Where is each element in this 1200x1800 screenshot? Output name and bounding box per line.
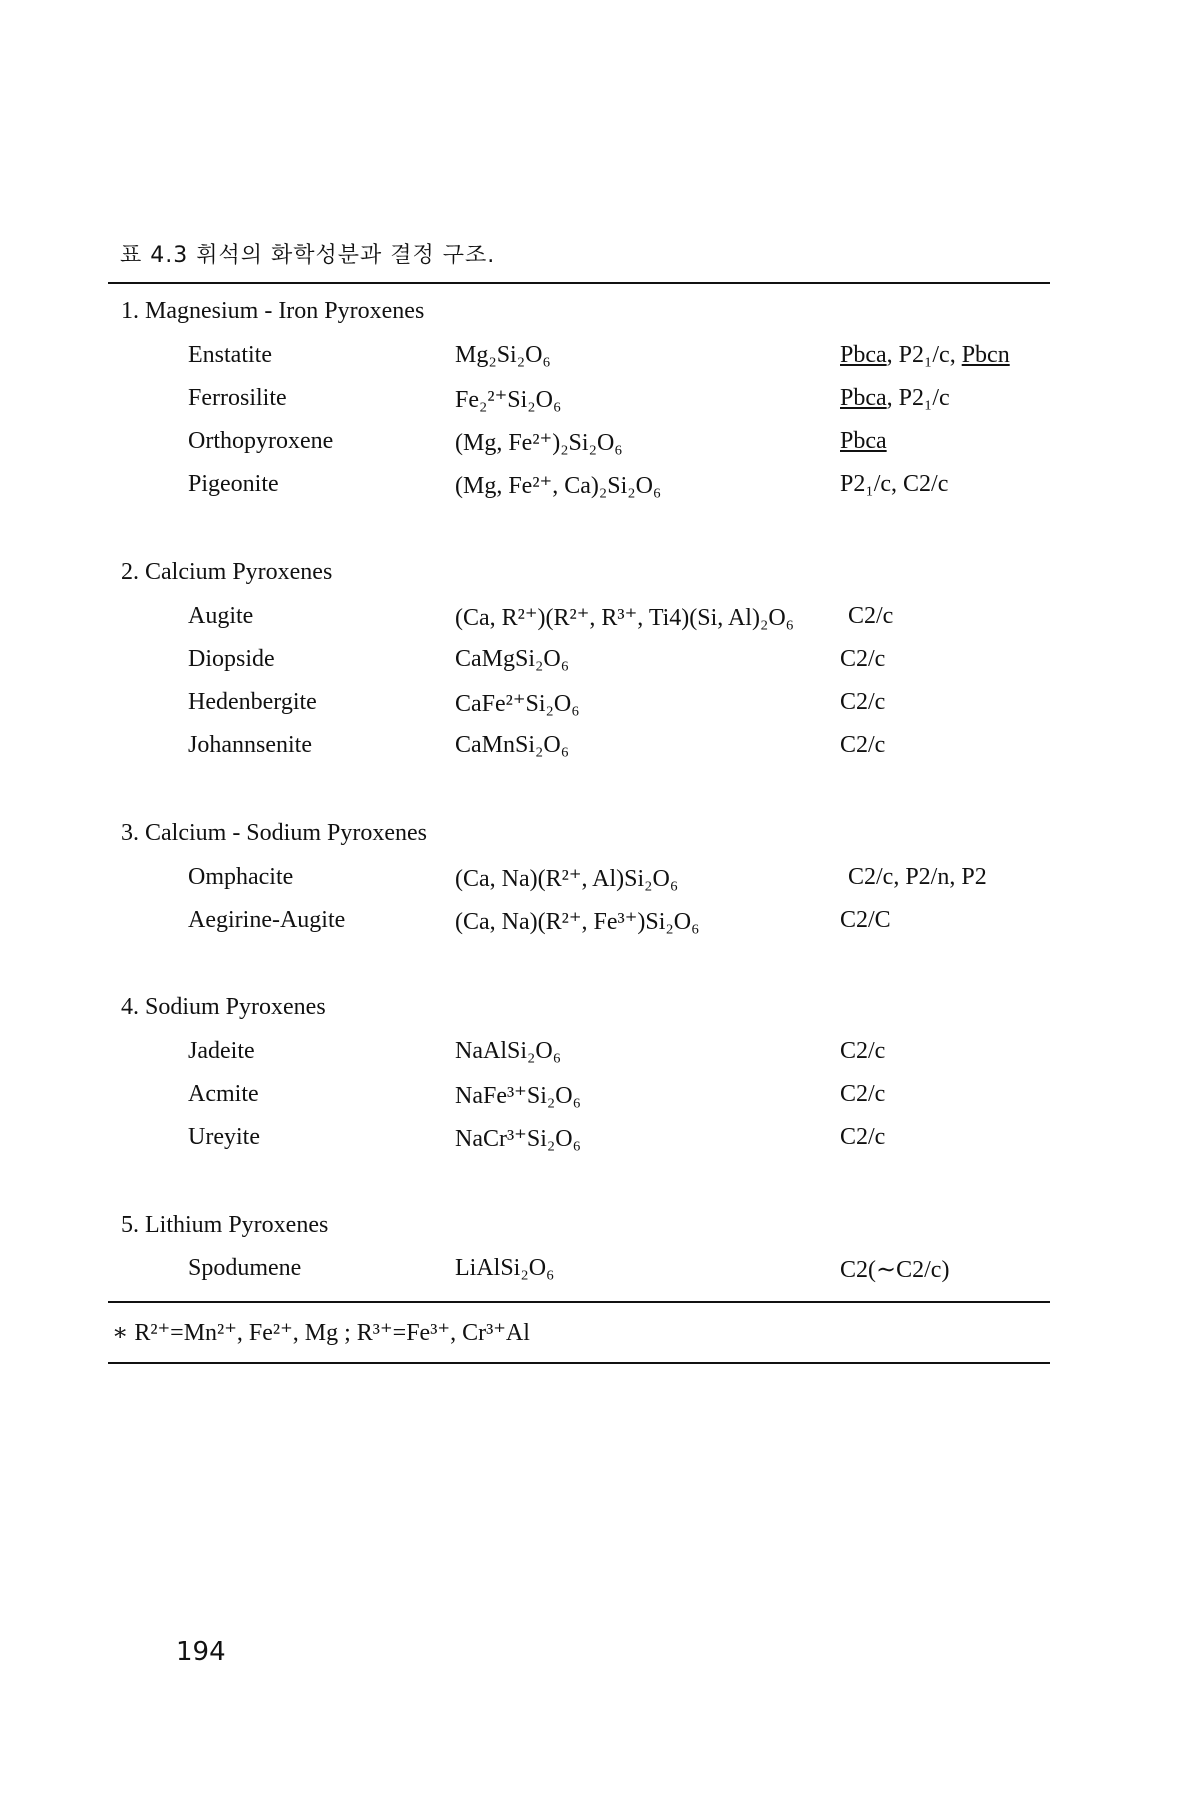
table-row	[0, 907, 1200, 937]
space-group-pbca: Pbca	[840, 342, 887, 368]
table-row	[0, 428, 1200, 458]
table-row	[0, 1038, 1200, 1068]
chemical-formula: (Ca, R²⁺)(R²⁺, R³⁺, Ti4)(Si, Al)₂O₆	[455, 605, 795, 631]
group-heading-magnesium-iron: 1. Magnesium - Iron Pyroxenes	[121, 298, 425, 324]
chemical-formula: CaMnSi₂O₆	[455, 732, 570, 758]
mineral-name: Diopside	[188, 646, 275, 672]
bottom-rule	[108, 1362, 1050, 1364]
top-rule	[108, 282, 1050, 284]
space-group: C2/c	[840, 1081, 886, 1107]
table-row	[0, 603, 1200, 633]
middle-rule	[108, 1301, 1050, 1303]
table-row	[0, 1255, 1200, 1285]
group-heading-lithium: 5. Lithium Pyroxenes	[121, 1212, 329, 1238]
mineral-name: Ureyite	[188, 1124, 260, 1150]
table-row	[0, 646, 1200, 676]
mineral-name: Enstatite	[188, 342, 272, 368]
mineral-name: Johannsenite	[188, 732, 312, 758]
group-heading-calcium: 2. Calcium Pyroxenes	[121, 559, 333, 585]
space-group	[840, 385, 950, 412]
space-group	[840, 342, 1010, 369]
table-row	[0, 342, 1200, 372]
mineral-name: Jadeite	[188, 1038, 255, 1064]
table-row	[0, 471, 1200, 501]
mineral-name: Augite	[188, 603, 254, 629]
space-group-pbcn: Pbcn	[961, 342, 1010, 368]
space-group: C2/c	[840, 646, 886, 672]
chemical-formula: NaAlSi₂O₆	[455, 1038, 562, 1064]
chemical-formula: (Mg, Fe²⁺, Ca)₂Si₂O₆	[455, 473, 662, 499]
chemical-formula: (Mg, Fe²⁺)₂Si₂O₆	[455, 430, 623, 456]
chemical-formula: Fe₂²⁺Si₂O₆	[455, 387, 562, 413]
space-group: C2/c	[840, 732, 886, 758]
table-row	[0, 689, 1200, 719]
chemical-formula: Mg₂Si₂O₆	[455, 342, 551, 368]
space-group: C2/C	[840, 907, 891, 933]
table-row	[0, 1124, 1200, 1154]
mineral-name: Acmite	[188, 1081, 259, 1107]
chemical-formula: NaFe³⁺Si₂O₆	[455, 1083, 581, 1109]
chemical-formula: (Ca, Na)(R²⁺, Fe³⁺)Si₂O₆	[455, 909, 700, 935]
mineral-name: Aegirine-Augite	[188, 907, 346, 933]
space-group: C2/c	[848, 603, 894, 629]
space-group-rest: , P2₁/c	[886, 385, 950, 411]
space-group: P2₁/c, C2/c	[840, 471, 949, 497]
group-heading-calcium-sodium: 3. Calcium - Sodium Pyroxenes	[121, 820, 427, 846]
table-row	[0, 864, 1200, 894]
table-row	[0, 1081, 1200, 1111]
group-heading-sodium: 4. Sodium Pyroxenes	[121, 994, 326, 1020]
table-row	[0, 385, 1200, 415]
mineral-name: Ferrosilite	[188, 385, 287, 411]
table-row	[0, 732, 1200, 762]
space-group: Pbca	[840, 428, 887, 454]
footnote: ∗ R²⁺=Mn²⁺, Fe²⁺, Mg ; R³⁺=Fe³⁺, Cr³⁺Al	[112, 1320, 530, 1346]
chemical-formula: CaFe²⁺Si₂O₆	[455, 691, 580, 717]
space-group: C2/c, P2/n, P2	[848, 864, 987, 890]
mineral-name: Pigeonite	[188, 471, 279, 497]
space-group-p21c: , P2₁/c,	[886, 342, 962, 368]
chemical-formula: NaCr³⁺Si₂O₆	[455, 1126, 581, 1152]
mineral-name: Omphacite	[188, 864, 294, 890]
space-group-pbca: Pbca	[840, 385, 887, 411]
page-number: 194	[176, 1637, 226, 1667]
space-group: C2/c	[840, 689, 886, 715]
space-group: C2(∼C2/c)	[840, 1257, 950, 1283]
table-caption: 표 4.3 휘석의 화학성분과 결정 구조.	[120, 243, 496, 268]
chemical-formula: (Ca, Na)(R²⁺, Al)Si₂O₆	[455, 866, 679, 892]
space-group: C2/c	[840, 1038, 886, 1064]
chemical-formula: LiAlSi₂O₆	[455, 1255, 555, 1281]
space-group: C2/c	[840, 1124, 886, 1150]
mineral-name: Spodumene	[188, 1255, 302, 1281]
mineral-name: Hedenbergite	[188, 689, 317, 715]
mineral-name: Orthopyroxene	[188, 428, 334, 454]
chemical-formula: CaMgSi₂O₆	[455, 646, 570, 672]
